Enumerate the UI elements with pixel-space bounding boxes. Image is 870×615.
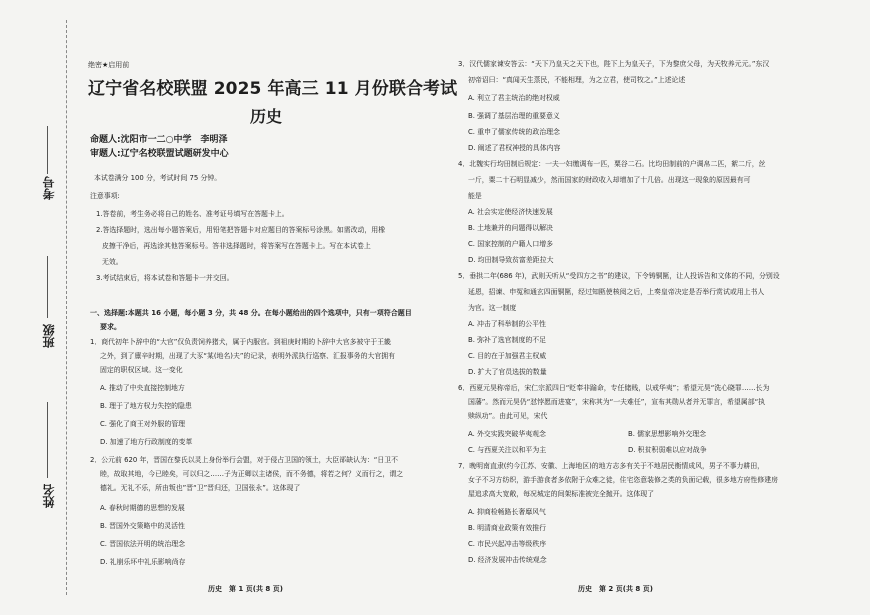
q1-option-d: D. 加速了地方行政制度的变革 — [100, 438, 193, 446]
q1-option-a: A. 推动了中央直接控制地方 — [100, 384, 185, 392]
q2-line1: 2．公元前 620 年，晋国在黎氏以灵上身份举行会盟，对于侵占卫国的领土，大臣郤缺认为：“日卫不 — [90, 456, 398, 464]
section-heading-2: 要求。 — [100, 323, 121, 331]
notes-heading: 注意事项: — [90, 192, 120, 200]
exam-title: 辽宁省名校联盟 2025 年高三 11 月份联合考试 — [88, 79, 458, 99]
q7-line1: 7．晚明南直隶(约今江苏、安徽、上海地区)的地方志多有关于不地居民衡情成风，男子不事力耕田， — [458, 462, 765, 470]
q5-line1: 5．垂拱二年(686 年)，武则天听从“受四方之书”的建议，下令铸铜匦，让人投诉告和文体的不同，分别设 — [458, 272, 780, 280]
author-line: 命题人:沈阳市一二○中学 李明泽 — [90, 135, 228, 145]
note-2b: 皮擦干净后，再选涂其他答案标号。答非选择题时，将答案写在答题卡上。写在本试卷上 — [102, 242, 371, 250]
exam-no-line — [47, 126, 48, 174]
name-line — [47, 402, 48, 478]
q3-option-c: C. 重申了儒家传统的政治理念 — [468, 128, 560, 136]
q3-option-a: A. 利立了君主统治的绝对权威 — [468, 94, 560, 102]
q2-line2: 睦，故取其地，今已睦矣，可以归之……子为正卿以主诸侯，而不务德，将若之何？义而行之，谓之 — [100, 470, 404, 478]
class-line — [47, 256, 48, 318]
q5-line3: 为官。这一制度 — [468, 304, 517, 312]
q3-line1: 3．汉代儒家谏安答云：“天下乃皇天之天下也，陛下上为皇天子，下为黎庶父母，为天牧养元元。”东汉 — [458, 60, 770, 68]
footer-page-1: 历史 第 1 页(共 8 页) — [208, 585, 283, 593]
q6-option-a: A. 外交实践突破华夷观念 — [468, 430, 546, 438]
q1-line2: 之外，到了廪辛时期，出现了大豕“某(地名)夫”的记录，表明外派执行巡察、汇报事务的大官拥有 — [100, 352, 396, 360]
secret-mark: 绝密★启用前 — [88, 61, 130, 69]
reviewer-line: 审题人:辽宁名校联盟试题研发中心 — [90, 149, 229, 159]
q1-line3: 固定的职权区域。这一变化 — [100, 366, 183, 374]
q2-option-b: B. 晋国外交策略中的灵活性 — [100, 522, 185, 530]
q5-option-c: C. 目的在于加强君主权威 — [468, 352, 547, 360]
q4-line1: 4．北魏实行均田制后规定：一夫一妇缴调布一匹，粟谷二石。比均田制前的户调帛二匹，絮二斤，丝 — [458, 160, 766, 168]
score-time: 本试卷满分 100 分，考试时间 75 分钟。 — [94, 174, 222, 182]
q2-line3: 德礼。无礼不乐，所由叛也”晋“卫”晋归还，卫国张永”。这体现了 — [100, 484, 301, 492]
q1-option-b: B. 理于了地方权力失控的隐患 — [100, 402, 192, 410]
q4-line3: 能是 — [468, 192, 482, 200]
q7-line3: 屋追求高大宽敞，每况城定的间架标准被完全抛开。这体现了 — [468, 490, 655, 498]
q5-option-a: A. 冲击了科举制的公平性 — [468, 320, 546, 328]
q4-option-d: D. 均田制导致贫富差距拉大 — [468, 256, 554, 264]
q7-option-d: D. 经济发展冲击传统观念 — [468, 556, 547, 564]
q6-option-d: D. 积贫积弱难以应对战争 — [628, 446, 707, 454]
q3-option-d: D. 阐述了君权神授的具体内容 — [468, 144, 561, 152]
subject-title: 历史 — [250, 107, 283, 126]
name-label: 姓名 — [42, 484, 56, 508]
cut-line — [66, 20, 67, 595]
q6-option-b: B. 儒家思想影响外交理念 — [628, 430, 707, 438]
q2-option-d: D. 礼崩乐坏中礼乐影响尚存 — [100, 558, 186, 566]
q6-line3: 赎纵功”。由此可见，宋代 — [468, 412, 548, 420]
q4-option-b: B. 土地兼并的问题得以解决 — [468, 224, 553, 232]
q4-option-a: A. 社会实定使经济快速发展 — [468, 208, 553, 216]
q2-option-a: A. 春秋时期德的思想的发展 — [100, 504, 185, 512]
q6-line1: 6．西夏元昊称帝后，宋仁宗派四日“贬奉非踰命，专任储贱，以戒华夷”；希望元昊“洗心晓罪……长为 — [458, 384, 770, 392]
class-label: 班级 — [42, 324, 56, 348]
note-2c: 无效。 — [102, 258, 123, 266]
q4-line2: 一斤，粟二十石明显减少，然而国家的财政收入却增加了十几倍。出现这一现象的原因最有可 — [468, 176, 751, 184]
page-2 — [458, 0, 852, 615]
note-3: 3.考试结束后，将本试卷和答题卡一并交回。 — [96, 274, 234, 282]
q6-line2: 国藩”。然而元昊仍“怼悖愿而进宴”，宋称其为“一夫难任”，宣布其勋从者并无罪言，希望属部“执 — [468, 398, 766, 406]
q7-option-b: B. 明清商业政策有效推行 — [468, 524, 547, 532]
q6-option-c: C. 与西夏关注以和平为主 — [468, 446, 547, 454]
binding-margin — [0, 0, 86, 615]
exam-no-label: 考号 — [42, 176, 56, 200]
q1-line1: 1．商代初年卜辞中的“大官”仅负责饲养猪犬，属于内服官。到祖庚时期的卜辞中大官多被守于王畿 — [90, 338, 391, 346]
footer-page-2: 历史 第 2 页(共 8 页) — [578, 585, 653, 593]
q7-option-a: A. 抑商检畅路长奢靡风气 — [468, 508, 546, 516]
q3-line2: 初帝诏曰：“真闻天生蒸民，不能相理，为之立君，使司牧之。”上述论述 — [468, 76, 686, 84]
q7-line2: 女子不习方纺织，游手游食者多依附于众难之徒，住宅恣意装修之类的负面记载，很多地方府性修建房 — [468, 476, 779, 484]
q7-option-c: C. 市民兴起冲击等级秩序 — [468, 540, 547, 548]
note-2a: 2.答选择题时，选出每小题答案后，用铅笔把答题卡对应题目的答案标号涂黑。如需改动，用橡 — [96, 226, 386, 234]
section-heading-1: 一、选择题:本题共 16 小题，每小题 3 分，共 48 分。在每小题给出的四个选项中，只有一项符合题目 — [90, 309, 412, 317]
note-1: 1.答卷前，考生务必将自己的姓名、准考证号填写在答题卡上。 — [96, 210, 289, 218]
q3-option-b: B. 强调了基层治理的重要意义 — [468, 112, 560, 120]
q5-option-d: D. 扩大了官员选拔的数量 — [468, 368, 547, 376]
q1-option-c: C. 强化了商王对外服的管理 — [100, 420, 185, 428]
q2-option-c: C. 晋国依法开明的统治理念 — [100, 540, 185, 548]
q5-option-b: B. 弥补了选官制度的不足 — [468, 336, 547, 344]
q4-option-c: C. 国家控制的户籍人口增多 — [468, 240, 553, 248]
page-1 — [88, 0, 458, 615]
q5-line2: 延恩，招谏、申冤和通玄四面铜匦，经过知匦使核阅之后，上奏皇帝决定是否举行赏试或用上书人 — [468, 288, 765, 296]
